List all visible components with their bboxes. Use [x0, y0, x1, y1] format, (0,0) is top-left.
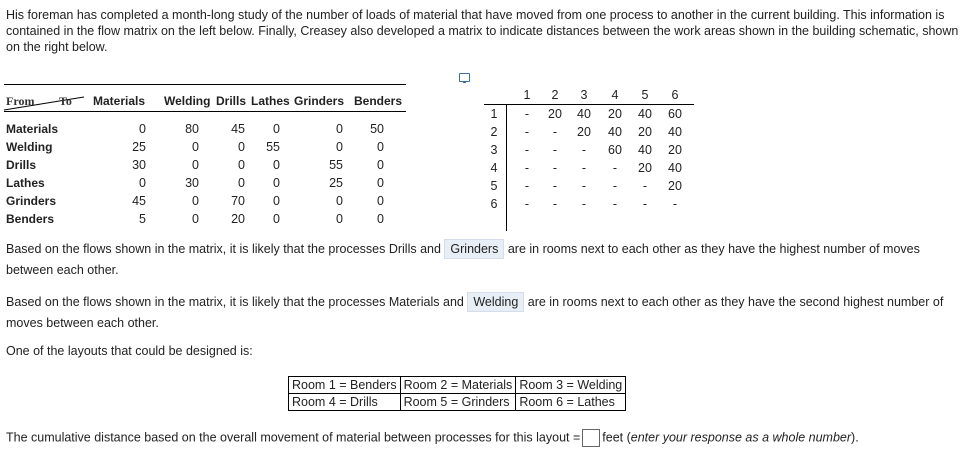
- distance-cell: 20: [668, 179, 682, 193]
- distance-header-row: [484, 88, 694, 105]
- flow-row: [4, 120, 406, 138]
- to-label: To: [59, 94, 72, 108]
- flow-cell: 0: [336, 122, 343, 136]
- flow-cell: 30: [185, 176, 199, 190]
- flow-col-header: Grinders: [294, 94, 345, 108]
- distance-cell: -: [581, 161, 587, 175]
- distance-cell: 60: [668, 107, 682, 121]
- distance-row: [484, 195, 694, 213]
- flow-cell: 55: [329, 158, 343, 172]
- distance-cell: 20: [668, 143, 682, 157]
- flow-row-label: Benders: [6, 212, 55, 226]
- distance-col-header: 1: [523, 88, 531, 102]
- flow-cell: 0: [238, 176, 245, 190]
- distance-cell: 40: [577, 107, 591, 121]
- layout-table: [288, 376, 626, 411]
- distance-cell: -: [552, 161, 558, 175]
- distance-col-header: 4: [611, 88, 619, 102]
- from-label: From: [6, 94, 35, 108]
- flow-cell: 80: [185, 122, 199, 136]
- distance-col-header: 5: [641, 88, 649, 102]
- from-to-corner: [4, 89, 84, 111]
- distance-cell: -: [581, 197, 587, 211]
- flow-col-header: Benders: [354, 94, 403, 108]
- flow-cell: 5: [139, 212, 146, 226]
- distance-row-label: 2: [490, 125, 498, 139]
- flow-cell: 20: [231, 212, 245, 226]
- flow-cell: 0: [377, 212, 384, 226]
- flow-cell: 0: [377, 158, 384, 172]
- flow-cell: 55: [266, 140, 280, 154]
- flow-cell: 25: [329, 176, 343, 190]
- intro-paragraph: His foreman has completed a month-long study of the number of loads of material that have moved from one process to another in the current building. This information is contained in the flow matrix on the left below. Finally, Creasey also developed a matrix to indicate distances between the work areas shown in the building schematic, shown on the right below.: [6, 8, 959, 54]
- flow-cell: 0: [192, 140, 199, 154]
- flow-cell: 0: [377, 194, 384, 208]
- distance-row: [484, 141, 694, 159]
- distance-row-label: 4: [490, 161, 498, 175]
- distance-cell: 20: [577, 125, 591, 139]
- distance-cell: -: [612, 179, 618, 193]
- distance-col-header: 2: [551, 88, 559, 102]
- flow-cell: 45: [231, 122, 245, 136]
- flow-col-header: Materials: [93, 94, 146, 108]
- distance-col-header: 6: [671, 88, 679, 102]
- distance-cell: 40: [608, 125, 622, 139]
- distance-cell: 40: [668, 161, 682, 175]
- distance-cell: -: [581, 143, 587, 157]
- flow-cell: 0: [273, 212, 280, 226]
- room-cell: Room 2 = Materials: [400, 377, 516, 394]
- distance-cell: 20: [638, 125, 652, 139]
- distance-matrix: [484, 88, 694, 213]
- flow-row-label: Welding: [6, 140, 53, 154]
- distance-cell: 20: [548, 107, 562, 121]
- flow-header-row: [4, 89, 406, 112]
- flow-cell: 0: [192, 158, 199, 172]
- flow-cell: 0: [273, 158, 280, 172]
- flow-row-label: Drills: [6, 158, 37, 172]
- distance-cell: -: [524, 179, 530, 193]
- flow-row: [4, 138, 406, 156]
- distance-row: [484, 159, 694, 177]
- flow-cell: 45: [132, 194, 146, 208]
- distance-row-label: 5: [490, 179, 498, 193]
- flow-row: [4, 192, 406, 210]
- flow-cell: 0: [273, 122, 280, 136]
- room-cell: Room 3 = Welding: [516, 377, 626, 394]
- flow-cell: 0: [192, 194, 199, 208]
- answer-dropdown-1[interactable]: Grinders: [444, 239, 504, 259]
- distance-cell: -: [552, 125, 558, 139]
- distance-row-label: 6: [490, 197, 498, 211]
- flow-cell: 70: [231, 194, 245, 208]
- distance-row-label: 1: [490, 107, 498, 121]
- flow-cell: 0: [336, 194, 343, 208]
- layout-intro: One of the layouts that could be designed is:: [6, 344, 253, 358]
- distance-cell: 20: [608, 107, 622, 121]
- distance-col-header: 3: [580, 88, 588, 102]
- flow-col-header: Lathes: [251, 94, 290, 108]
- distance-cell: -: [552, 179, 558, 193]
- distance-cell: -: [524, 125, 530, 139]
- expand-table-icon[interactable]: [459, 73, 470, 82]
- distance-answer-input[interactable]: [582, 429, 600, 447]
- flow-row-label: Grinders: [6, 194, 57, 208]
- distance-row: [484, 123, 694, 141]
- flow-row-label: Lathes: [6, 176, 45, 190]
- distance-cell: -: [524, 107, 530, 121]
- question-1: Based on the flows shown in the matrix, it is likely that the processes Drills and Grinders are in rooms next to each other as they have the highest number of moves between each other.: [6, 239, 961, 281]
- flow-row-label: Materials: [6, 122, 59, 136]
- flow-matrix: [4, 84, 406, 228]
- distance-cell: -: [524, 143, 530, 157]
- distance-row-label: 3: [490, 143, 498, 157]
- distance-cell: 20: [638, 161, 652, 175]
- flow-cell: 0: [336, 140, 343, 154]
- flow-row: [4, 210, 406, 228]
- distance-row: [484, 177, 694, 195]
- flow-cell: 0: [377, 140, 384, 154]
- distance-cell: -: [524, 161, 530, 175]
- distance-cell: -: [642, 197, 648, 211]
- question-2: Based on the flows shown in the matrix, it is likely that the processes Materials and Welding are in rooms next to each other as they have the second highest number of moves between each other.: [6, 292, 961, 334]
- flow-cell: 0: [336, 212, 343, 226]
- flow-cell: 0: [273, 176, 280, 190]
- distance-cell: -: [612, 161, 618, 175]
- flow-cell: 50: [370, 122, 384, 136]
- distance-cell: -: [552, 197, 558, 211]
- distance-cell: -: [642, 179, 648, 193]
- room-cell: Room 5 = Grinders: [400, 394, 516, 411]
- final-question: The cumulative distance based on the overall movement of material between processes for this layout = feet (enter your response as a whole number).: [6, 429, 859, 447]
- distance-cell: 40: [638, 107, 652, 121]
- room-cell: Room 6 = Lathes: [516, 394, 626, 411]
- distance-cell: 40: [638, 143, 652, 157]
- flow-cell: 0: [273, 194, 280, 208]
- distance-cell: -: [524, 197, 530, 211]
- flow-cell: 0: [377, 176, 384, 190]
- flow-cell: 25: [132, 140, 146, 154]
- distance-cell: 60: [608, 143, 622, 157]
- distance-cell: -: [581, 179, 587, 193]
- flow-row: [4, 156, 406, 174]
- flow-cell: 0: [238, 158, 245, 172]
- distance-cell: 40: [668, 125, 682, 139]
- distance-cell: -: [552, 143, 558, 157]
- distance-cell: -: [612, 197, 618, 211]
- flow-cell: 0: [238, 140, 245, 154]
- flow-cell: 0: [139, 122, 146, 136]
- flow-row: [4, 174, 406, 192]
- flow-cell: 0: [192, 212, 199, 226]
- room-cell: Room 4 = Drills: [289, 394, 401, 411]
- room-cell: Room 1 = Benders: [289, 377, 401, 394]
- distance-cell: -: [672, 197, 678, 211]
- answer-dropdown-2[interactable]: Welding: [467, 292, 524, 312]
- flow-cell: 0: [139, 176, 146, 190]
- flow-col-header: Welding: [164, 94, 211, 108]
- flow-cell: 30: [132, 158, 146, 172]
- flow-col-header: Drills: [216, 94, 247, 108]
- distance-row: [484, 105, 694, 123]
